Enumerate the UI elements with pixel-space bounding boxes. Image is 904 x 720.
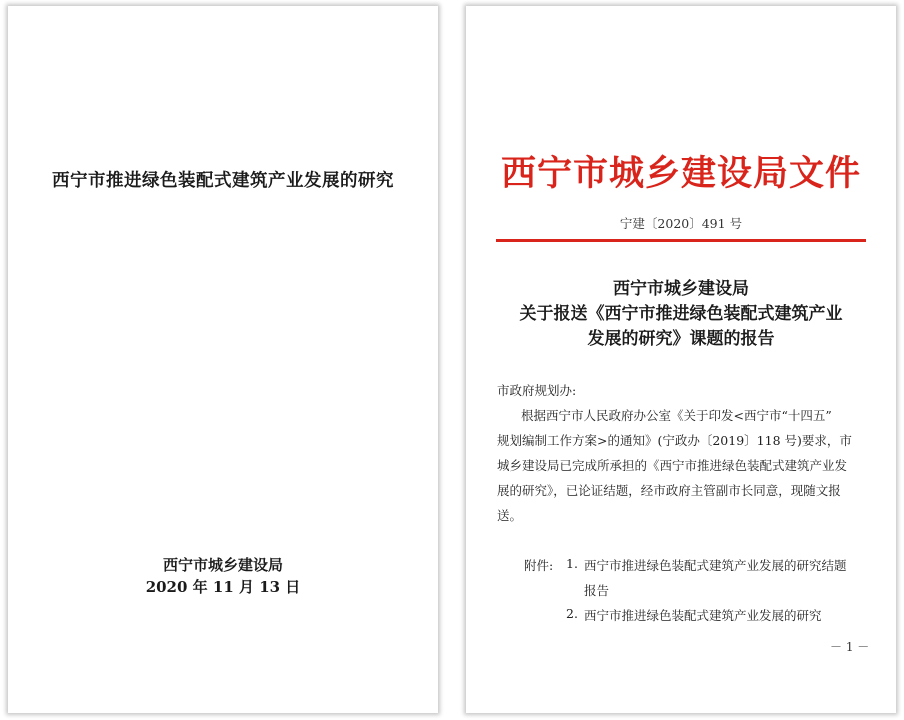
report-title-line: 关于报送《西宁市推进绿色装配式建筑产业 [519, 304, 843, 324]
cover-page [8, 6, 438, 713]
attachment-item-continued: 报告 [584, 583, 610, 598]
letter-page [466, 6, 896, 713]
report-title-line: 西宁市城乡建设局 [613, 279, 749, 299]
body-line: 送。 [497, 508, 523, 523]
attachment-item: 西宁市推进绿色装配式建筑产业发展的研究结题 [584, 558, 847, 573]
attachment-label: 附件: [524, 558, 554, 573]
body-line: 规划编制工作方案>的通知》(宁政办〔2019〕118 号)要求，市 [497, 433, 852, 448]
attachment-item: 西宁市推进绿色装配式建筑产业发展的研究 [584, 608, 822, 623]
report-title-line: 发展的研究》课题的报告 [587, 329, 775, 349]
attachment-number: 1. [566, 556, 578, 571]
cover-date: 2020 年 11 月 13 日 [145, 578, 301, 596]
cover-organization: 西宁市城乡建设局 [162, 556, 283, 574]
red-divider-line [496, 239, 866, 242]
attachment-number: 2. [566, 606, 578, 621]
cover-title: 西宁市推进绿色装配式建筑产业发展的研究 [52, 171, 394, 191]
page-number: － 1 － [830, 640, 870, 654]
document-number: 宁建〔2020〕491 号 [619, 216, 743, 231]
body-line: 城乡建设局已完成所承担的《西宁市推进绿色装配式建筑产业发 [497, 458, 848, 473]
body-line: 展的研究》，已论证结题，经市政府主管副市长同意，现随文报 [497, 483, 841, 498]
addressee: 市政府规划办: [497, 383, 577, 398]
body-line: 根据西宁市人民政府办公室《关于印发<西宁市“十四五” [521, 408, 832, 423]
document-header-title: 西宁市城乡建设局文件 [500, 153, 861, 194]
